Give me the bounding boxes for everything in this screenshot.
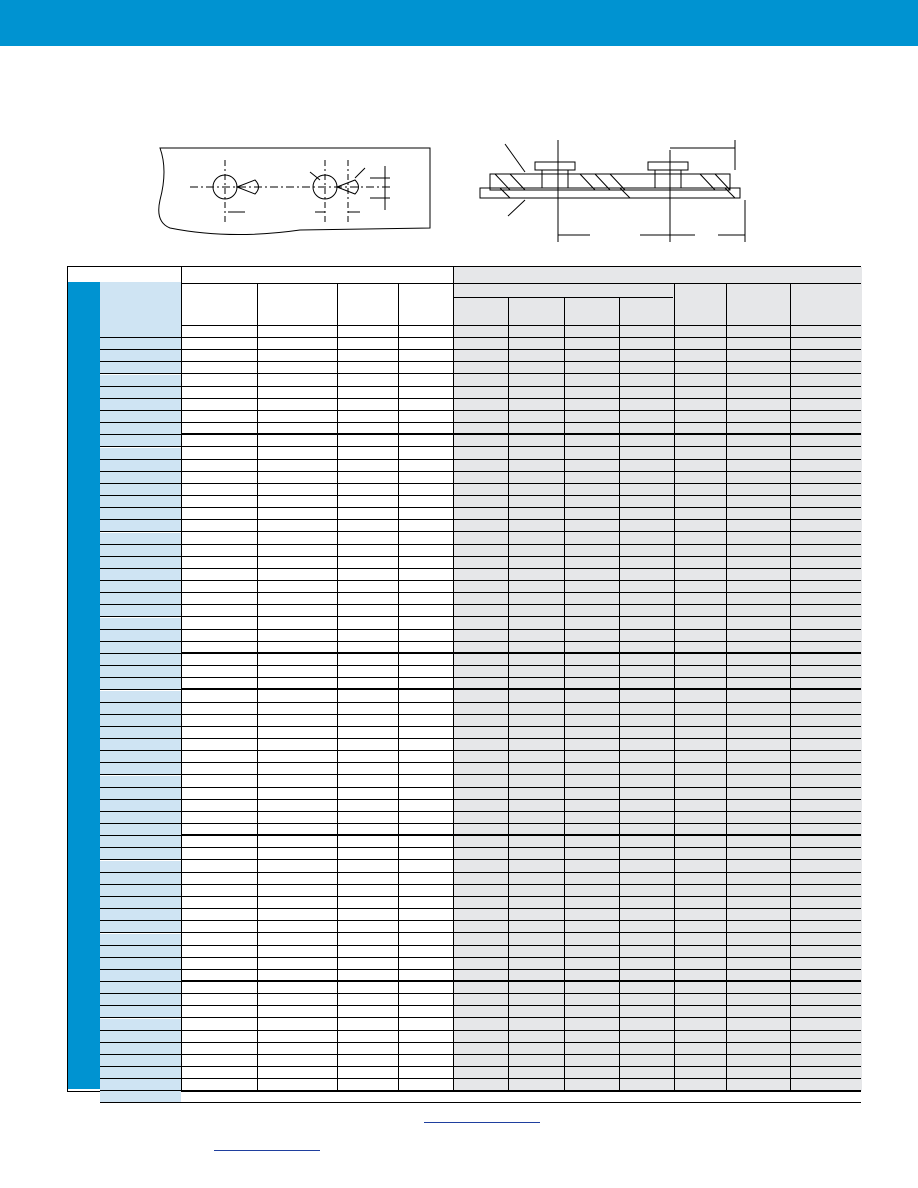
header-banner [0,0,918,46]
part-number-cell [100,460,181,471]
table-row [100,618,861,630]
table-row [100,1055,861,1067]
part-number-cell [100,678,181,689]
part-number-cell [100,848,181,859]
table-row [100,982,861,994]
part-number-cell [100,982,181,993]
part-number-cell [100,605,181,616]
table-row [100,1006,861,1018]
part-number-cell [100,763,181,774]
part-number-cell [100,994,181,1005]
table-row [100,448,861,460]
table-row [100,934,861,946]
table-top-header [181,267,861,284]
spec-table [67,266,861,1092]
part-number-cell [100,326,181,337]
part-number-cell [100,642,181,653]
part-number-cell [100,703,181,714]
part-number-cell [100,1055,181,1066]
part-number-cell [100,897,181,908]
table-row [100,654,861,666]
table-row [100,387,861,399]
part-number-cell [100,593,181,604]
table-row [100,545,861,557]
table-row [100,375,861,387]
table-row [100,642,861,654]
table-row [100,569,861,581]
table-row [100,508,861,520]
table-header-part-number [100,282,182,326]
table-row [100,715,861,727]
table-row [100,326,861,338]
table-row [100,946,861,958]
table-row [100,751,861,763]
table-row [100,630,861,642]
table-row [100,970,861,982]
table-row [100,557,861,569]
part-number-cell [100,836,181,847]
table-row [100,776,861,788]
part-number-cell [100,885,181,896]
footer-link-underline[interactable] [424,1122,540,1123]
table-row [100,921,861,933]
part-number-cell [100,533,181,544]
part-number-cell [100,1043,181,1054]
table-row [100,788,861,800]
part-number-cell [100,921,181,932]
part-number-cell [100,375,181,386]
part-number-cell [100,448,181,459]
part-number-cell [100,934,181,945]
table-row [100,581,861,593]
table-row [100,1079,861,1091]
part-number-cell [100,970,181,981]
header-subrule-2 [453,297,673,298]
technical-drawing [150,130,770,250]
part-number-cell [100,776,181,787]
part-number-cell [100,520,181,531]
table-row [100,739,861,751]
section-view-drawing [480,140,745,242]
part-number-cell [100,1091,181,1102]
table-row [100,484,861,496]
part-number-cell [100,946,181,957]
part-number-cell [100,338,181,349]
table-row [100,593,861,605]
part-number-cell [100,496,181,507]
part-number-cell [100,399,181,410]
table-row [100,666,861,678]
part-number-cell [100,1067,181,1078]
part-number-cell [100,715,181,726]
table-row [100,496,861,508]
part-number-cell [100,581,181,592]
footer-link-underline-2[interactable] [214,1150,320,1151]
table-row [100,691,861,703]
table-row [100,411,861,423]
header-subrule [453,283,673,284]
part-number-cell [100,435,181,446]
part-number-cell [100,508,181,519]
part-number-cell [100,350,181,361]
part-number-cell [100,1079,181,1090]
part-number-cell [100,557,181,568]
part-number-cell [100,691,181,702]
part-number-cell [100,1019,181,1030]
part-number-cell [100,630,181,641]
table-row [100,362,861,374]
part-number-cell [100,423,181,434]
table-row [100,848,861,860]
table-row [100,873,861,885]
table-row [100,703,861,715]
table-row [100,836,861,848]
table-row [100,861,861,873]
table-row [100,472,861,484]
table-row [100,435,861,447]
table-row [100,520,861,532]
part-number-cell [100,1031,181,1042]
part-number-cell [100,751,181,762]
table-row [100,958,861,970]
table-row [100,533,861,545]
table-row [100,1019,861,1031]
part-number-cell [100,654,181,665]
part-number-cell [100,727,181,738]
table-row [100,824,861,836]
part-number-cell [100,812,181,823]
part-number-cell [100,387,181,398]
table-row [100,678,861,690]
table-row [100,812,861,824]
table-row [100,338,861,350]
table-row [100,763,861,775]
table-row [100,460,861,472]
table-row [100,1091,861,1103]
part-number-cell [100,873,181,884]
part-number-cell [100,545,181,556]
table-row [100,994,861,1006]
table-row [100,399,861,411]
table-row [100,800,861,812]
table-row [100,909,861,921]
part-number-cell [100,800,181,811]
part-number-cell [100,824,181,835]
part-number-cell [100,484,181,495]
part-number-cell [100,666,181,677]
part-number-cell [100,1006,181,1017]
part-number-cell [100,411,181,422]
part-number-cell [100,618,181,629]
table-row [100,605,861,617]
table-row [100,423,861,435]
table-row [100,897,861,909]
part-number-cell [100,569,181,580]
table-row [100,727,861,739]
part-number-cell [100,788,181,799]
part-number-cell [100,739,181,750]
table-row [100,1067,861,1079]
part-number-cell [100,861,181,872]
table-row [100,1043,861,1055]
table-side-band [68,282,100,1089]
part-number-cell [100,909,181,920]
table-row [100,350,861,362]
table-row [100,1031,861,1043]
table-row [100,885,861,897]
part-number-cell [100,958,181,969]
part-number-cell [100,472,181,483]
plan-view-drawing [159,148,430,235]
part-number-cell [100,362,181,373]
